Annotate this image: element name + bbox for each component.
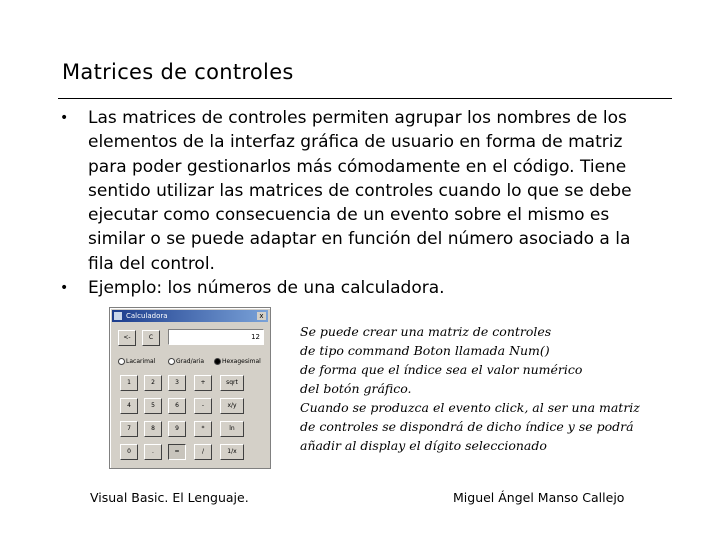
side-note-line: de forma que el índice sea el valor numérico (300, 362, 583, 377)
key-4[interactable]: 4 (120, 398, 138, 414)
key-3[interactable]: 3 (168, 375, 186, 391)
key-multiply[interactable]: * (194, 421, 212, 437)
calculator-window-title: Calculadora (126, 312, 168, 320)
app-icon (114, 312, 122, 320)
bullet-item (60, 106, 660, 276)
bullet-list (60, 106, 660, 300)
radio-label: Grad/aria (176, 358, 205, 365)
calculator-screenshot (109, 307, 271, 469)
key-minus[interactable]: - (194, 398, 212, 414)
key-0[interactable]: 0 (120, 444, 138, 460)
key-8[interactable]: 8 (144, 421, 162, 437)
mode-radio-group (118, 356, 266, 368)
title-divider (58, 98, 672, 99)
side-note-line: del botón gráfico. (300, 381, 412, 396)
key-9[interactable]: 9 (168, 421, 186, 437)
radio-label: Hexagesimal (222, 358, 261, 365)
side-note (300, 322, 680, 455)
radio-option-selected[interactable] (214, 356, 261, 368)
footer-course-title: Visual Basic. El Lenguaje. (90, 490, 249, 505)
radio-option[interactable] (118, 356, 155, 368)
key-ln[interactable]: ln (220, 421, 244, 437)
close-icon[interactable]: x (257, 312, 266, 320)
key-plus[interactable]: + (194, 375, 212, 391)
side-note-line: Cuando se produzca el evento click, al ser una matriz (300, 400, 640, 415)
key-decimal[interactable]: . (144, 444, 162, 460)
bullet-dot-icon: • (60, 110, 69, 126)
key-divide[interactable]: / (194, 444, 212, 460)
key-5[interactable]: 5 (144, 398, 162, 414)
side-note-line: de controles se dispondrá de dicho índice y se podrá (300, 419, 634, 434)
side-note-line: Se puede crear una matriz de controles (300, 324, 552, 339)
bullet-item (60, 276, 660, 300)
slide-title: Matrices de controles (62, 60, 294, 84)
calculator-display: 12 (168, 329, 264, 345)
key-2[interactable]: 2 (144, 375, 162, 391)
key-sqrt[interactable]: sqrt (220, 375, 244, 391)
bullet-text: Ejemplo: los números de una calculadora. (88, 278, 445, 299)
key-reciprocal[interactable]: 1/x (220, 444, 244, 460)
radio-option[interactable] (168, 356, 204, 368)
backspace-button[interactable]: <- (118, 330, 136, 346)
key-equals[interactable]: = (168, 444, 186, 460)
radio-circle-icon (168, 358, 175, 365)
key-7[interactable]: 7 (120, 421, 138, 437)
radio-circle-icon (118, 358, 125, 365)
side-note-line: añadir al display el dígito seleccionado (300, 438, 547, 453)
radio-circle-icon (214, 358, 221, 365)
key-1[interactable]: 1 (120, 375, 138, 391)
bullet-dot-icon: • (60, 280, 69, 297)
side-note-line: de tipo command Boton llamada Num() (300, 343, 550, 358)
key-power[interactable]: x/y (220, 398, 244, 414)
key-6[interactable]: 6 (168, 398, 186, 414)
bullet-text: Las matrices de controles permiten agrupar los nombres de los elementos de la interfaz gráfica de usuario en forma de matriz para poder gestionarlos más cómodamente en el código. Tiene sentido utilizar las matrices de controles cuando lo que se debe ejecutar como consecuencia de un evento sobre el mismo es similar o se puede adaptar en función del número asociado a la fila del control. (88, 108, 632, 274)
calculator-title-bar (112, 310, 268, 322)
clear-button[interactable]: C (142, 330, 160, 346)
footer-author: Miguel Ángel Manso Callejo (453, 490, 625, 505)
radio-label: Lacarimal (126, 358, 156, 365)
